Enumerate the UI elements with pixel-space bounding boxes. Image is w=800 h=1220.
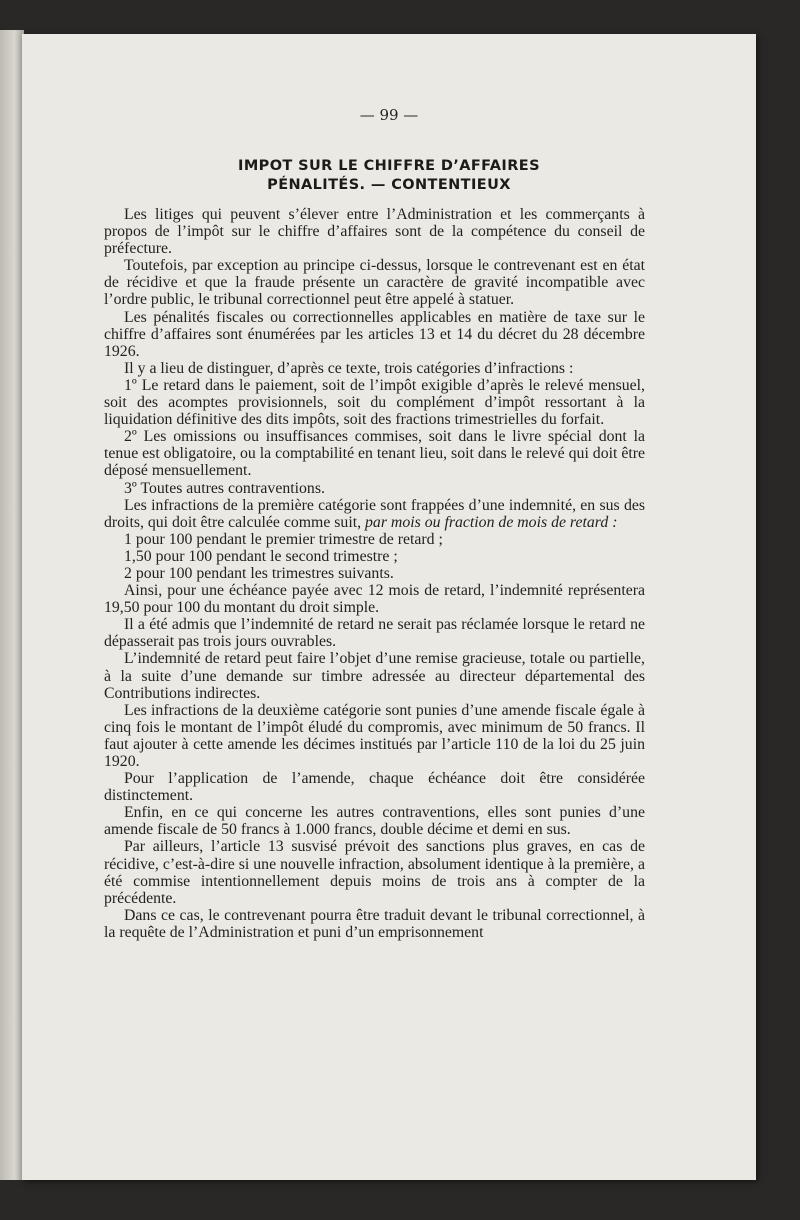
- paragraph: Les pénalités fiscales ou correctionnelles applicables en matière de taxe sur le chiffre d’affaires sont énumérées par les articles 13 et 14 du décret du 28 décembre 1926.: [104, 308, 645, 360]
- italic-phrase: par mois ou fraction de mois de retard :: [365, 513, 618, 531]
- paragraph: Pour l’application de l’amende, chaque échéance doit être considérée distinctement.: [104, 770, 645, 805]
- list-item: 3º Toutes autres contraventions.: [124, 479, 325, 497]
- body-text: [104, 206, 645, 941]
- paragraph: Toutefois, par exception au principe ci-dessus, lorsque le contrevenant est en état de récidive et que la fraude présente un caractère de gravité incompatible avec l’ordre public, le tribunal correctionnel peut être appelé à statuer.: [104, 257, 645, 309]
- paragraph: [104, 497, 645, 531]
- paragraph: Enfin, en ce qui concerne les autres contraventions, elles sont punies d’une amende fiscale de 50 francs à 1.000 francs, double décime et demi en sus.: [104, 804, 645, 839]
- paragraph-text: Les infractions de la première catégorie sont frappées d’une indemnité, en sus des droits, qui doit être calculée comme suit,: [104, 496, 645, 531]
- rate-item: 2 pour 100 pendant les trimestres suivants.: [124, 564, 394, 582]
- list-item: 1º Le retard dans le paiement, soit de l’impôt exigible d’après le relevé mensuel, soit des acomptes provisionnels, soit du complément d’impôt ressortant à la liquidation définitive des dits impôts, soit des fractions trimestrielles du forfait.: [104, 376, 645, 429]
- paragraph: L’indemnité de retard peut faire l’objet d’une remise gracieuse, totale ou partielle, à la suite d’une demande sur timbre adressée au directeur départemental des Contributions indirectes.: [104, 650, 645, 702]
- paragraph: Dans ce cas, le contrevenant pourra être traduit devant le tribunal correctionnel, à la requête de l’Administration et puni d’un emprisonnement: [104, 906, 645, 941]
- rate-item: 1,50 pour 100 pendant le second trimestre ;: [124, 547, 398, 565]
- paragraph: Il y a lieu de distinguer, d’après ce texte, trois catégories d’infractions :: [124, 359, 574, 377]
- section-title: IMPOT SUR LE CHIFFRE D’AFFAIRES: [238, 158, 540, 174]
- document-page: [22, 34, 756, 1180]
- paragraph: Les litiges qui peuvent s’élever entre l’Administration et les commerçants à propos de l’impôt sur le chiffre d’affaires sont de la compétence du conseil de préfecture.: [104, 206, 645, 258]
- adjacent-page-edge: [0, 30, 24, 1180]
- rate-item: 1 pour 100 pendant le premier trimestre de retard ;: [124, 530, 443, 548]
- paragraph: Ainsi, pour une échéance payée avec 12 mois de retard, l’indemnité représentera 19,50 pour 100 du montant du droit simple.: [104, 582, 645, 617]
- paragraph: Il a été admis que l’indemnité de retard ne serait pas réclamée lorsque le retard ne dépasserait pas trois jours ouvrables.: [104, 616, 645, 651]
- page-number: — 99 —: [359, 106, 419, 124]
- paragraph: Par ailleurs, l’article 13 susvisé prévoit des sanctions plus graves, en cas de récidive, c’est-à-dire si une nouvelle infraction, absolument identique à la première, a été commise intentionnellement depuis moins de trois ans à compter de la précédente.: [104, 838, 645, 907]
- paragraph: Les infractions de la deuxième catégorie sont punies d’une amende fiscale égale à cinq fois le montant de l’impôt éludé du compromis, avec minimum de 50 francs. Il faut ajouter à cette amende les décimes institués par l’article 110 de la loi du 25 juin 1920.: [104, 701, 645, 770]
- list-item: 2º Les omissions ou insuffisances commises, soit dans le livre spécial dont la tenue est obligatoire, ou la comptabilité en tenant lieu, soit dans le relevé qui doit être déposé mensuellement.: [104, 428, 645, 480]
- section-subtitle: PÉNALITÉS. — CONTENTIEUX: [267, 177, 511, 193]
